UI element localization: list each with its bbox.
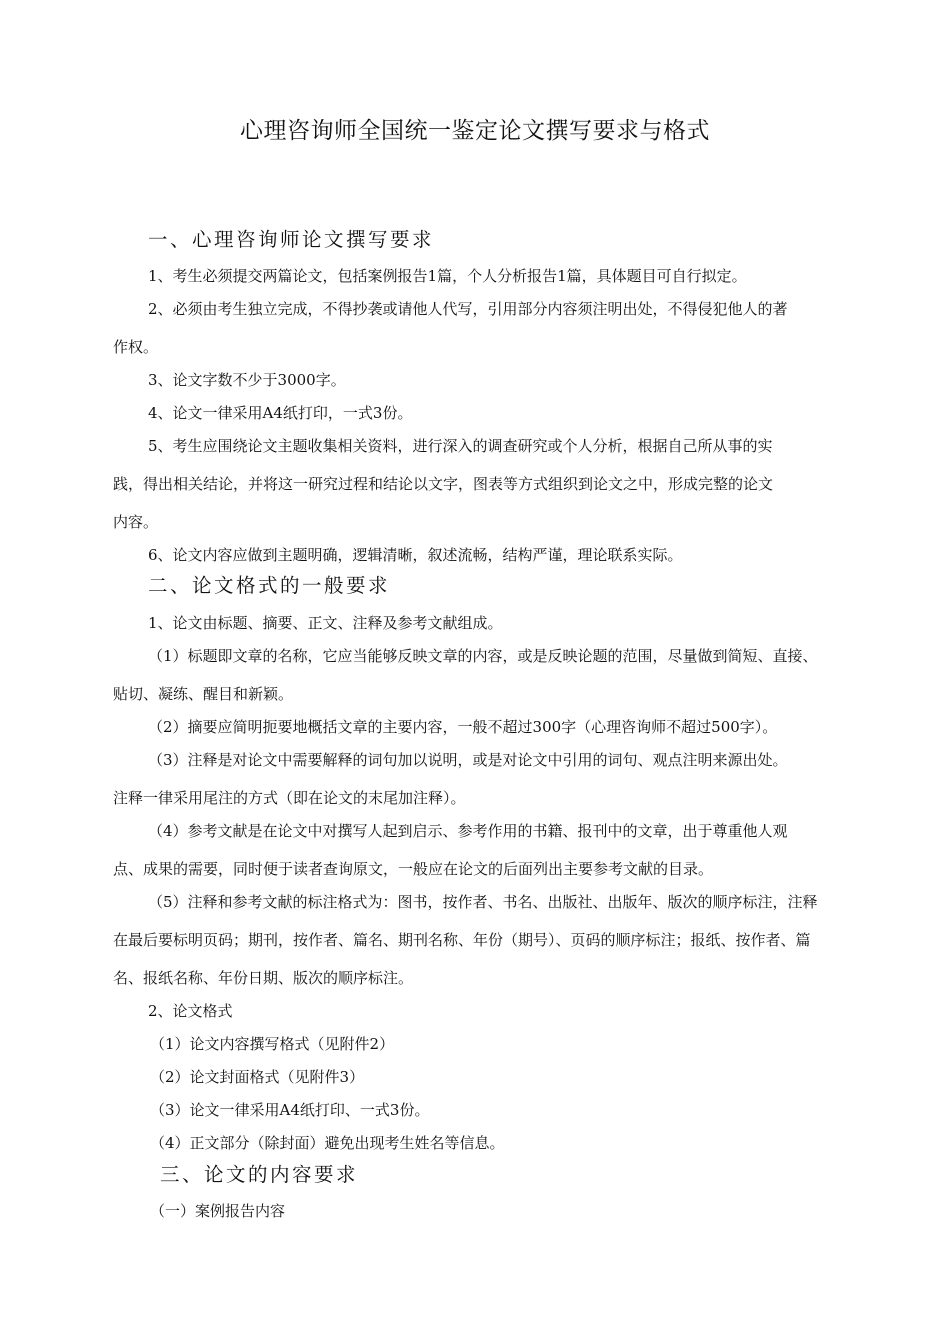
paragraph-line: 点、成果的需要，同时便于读者查询原文，一般应在论文的后面列出主要参考文献的目录。: [113, 860, 714, 878]
paragraph-line: 2、论文格式: [148, 1002, 233, 1020]
paragraph-line: 践，得出相关结论，并将这一研究过程和结论以文字，图表等方式组织到论文之中，形成完整的论文: [113, 475, 774, 493]
paragraph-line: 名、报纸名称、年份日期、版次的顺序标注。: [113, 969, 414, 987]
paragraph-line: 作权。: [113, 338, 159, 356]
paragraph-line: 5、考生应围绕论文主题收集相关资料，进行深入的调查研究或个人分析，根据自己所从事的实: [148, 437, 773, 455]
paragraph-line: 注释一律采用尾注的方式（即在论文的末尾加注释）。: [113, 789, 466, 807]
paragraph-line: （一）案例报告内容: [150, 1202, 286, 1220]
paragraph-line: （4）正文部分（除封面）避免出现考生姓名等信息。: [150, 1134, 505, 1152]
paragraph-line: （4）参考文献是在论文中对撰写人起到启示、参考作用的书籍、报刊中的文章，出于尊重他人观: [148, 822, 788, 840]
paragraph-line: 4、论文一律采用A4纸打印，一式3份。: [148, 404, 413, 422]
section-heading-3: 三、论文的内容要求: [160, 1163, 359, 1186]
section-heading-2: 二、论文格式的一般要求: [148, 574, 391, 597]
paragraph-line: 在最后要标明页码；期刊，按作者、篇名、期刊名称、年份（期号）、页码的顺序标注；报纸、按作者、篇: [113, 931, 811, 949]
paragraph-line: （1）论文内容撰写格式（见附件2）: [150, 1035, 395, 1053]
paragraph-line: （2）论文封面格式（见附件3）: [150, 1068, 365, 1086]
paragraph-line: （5）注释和参考文献的标注格式为：图书，按作者、书名、出版社、出版年、版次的顺序标注，注释: [148, 893, 818, 911]
paragraph-line: 内容。: [113, 513, 159, 531]
paragraph-line: （1）标题即文章的名称，它应当能够反映文章的内容，或是反映论题的范围，尽量做到简短、直接、: [148, 647, 818, 665]
section-heading-1: 一、心理咨询师论文撰写要求: [148, 228, 435, 251]
paragraph-line: 1、考生必须提交两篇论文，包括案例报告1篇，个人分析报告1篇，具体题目可自行拟定。: [148, 267, 747, 285]
paragraph-line: （3）注释是对论文中需要解释的词句加以说明，或是对论文中引用的词句、观点注明来源出处。: [148, 751, 788, 769]
paragraph-line: 1、论文由标题、摘要、正文、注释及参考文献组成。: [148, 614, 503, 632]
paragraph-line: 3、论文字数不少于3000字。: [148, 371, 346, 389]
paragraph-line: （3）论文一律采用A4纸打印、一式3份。: [150, 1101, 430, 1119]
document-title: 心理咨询师全国统一鉴定论文撰写要求与格式: [240, 118, 710, 144]
paragraph-line: 贴切、凝练、醒目和新颖。: [113, 685, 294, 703]
paragraph-line: 2、必须由考生独立完成，不得抄袭或请他人代写，引用部分内容须注明出处，不得侵犯他人的著: [148, 300, 788, 318]
paragraph-line: 6、论文内容应做到主题明确，逻辑清晰，叙述流畅，结构严谨，理论联系实际。: [148, 546, 683, 564]
paragraph-line: （2）摘要应简明扼要地概括文章的主要内容，一般不超过300字（心理咨询师不超过500字）。: [148, 718, 778, 736]
